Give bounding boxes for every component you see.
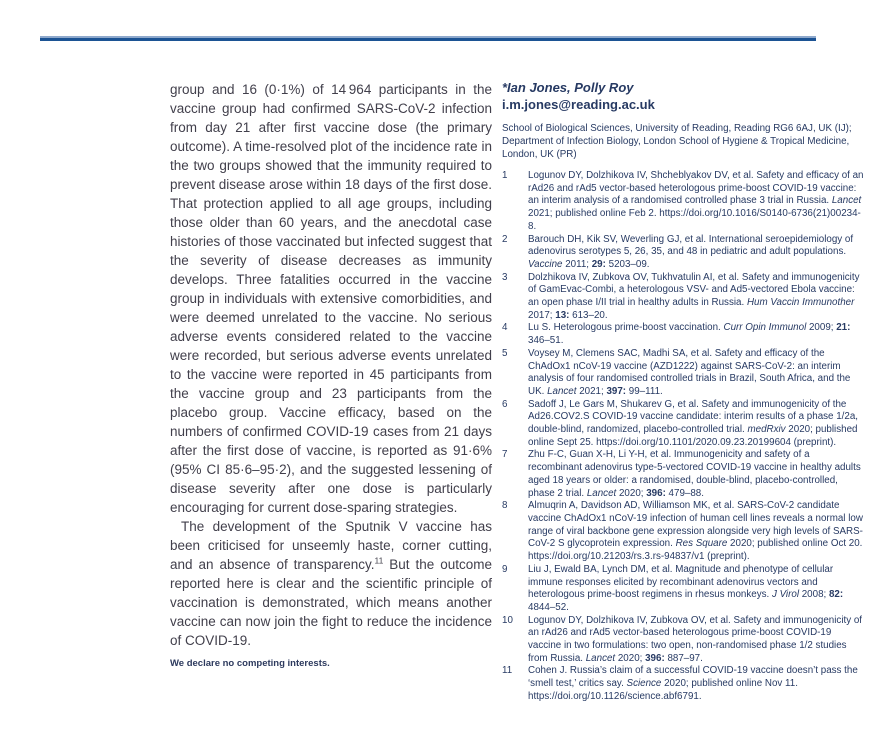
reference-number: 4 (502, 322, 508, 334)
reference-text: Dolzhikova IV, Zubkova OV, Tukhvatulin AI, et al. Safety and immunogenicity of GamEvac-Combi, a heterologous VSV- and Ad5-vectored Ebola vaccine: an open phase I/II trial in healthy adults in Russia. Hum Vaccin Immunother 2017; 13: 613–20. (528, 271, 860, 321)
reference-number: 10 (502, 614, 513, 626)
reference-text: Almuqrin A, Davidson AD, Williamson MK, et al. SARS-CoV-2 candidate vaccine ChAdOx1 nCoV-19 infection of human cell lines reveals a normal low range of viral backbone gene expression alongside very high levels of SARS-CoV-2 S glycoprotein expression. Res Square 2020; published online Oct 20. https://doi.org/10.21203/rs.3.rs-94837/v1 (preprint). (528, 500, 863, 563)
reference-number: 9 (502, 563, 508, 575)
reference-item (502, 234, 864, 272)
reference-item (502, 564, 864, 615)
citation-superscript: 11 (374, 555, 384, 566)
reference-text: Logunov DY, Dolzhikova IV, Shcheblyakov DV, et al. Safety and efficacy of an rAd26 and rAd5 vector-based heterologous prime-boost COVID-19 vaccine: an interim analysis of a randomised controlled phase 3 trial in Russia. Lancet 2021; published online Feb 2. https://doi.org/10.1016/S0140-6736(21)00234-8. (528, 170, 864, 232)
reference-text: Voysey M, Clemens SAC, Madhi SA, et al. Safety and efficacy of the ChAdOx1 nCoV-19 vaccine (AZD1222) against SARS-CoV-2: an interim analysis of four randomised controlled trials in Brazil, South Africa, and the UK. Lancet 2021; 397: 99–111. (528, 347, 851, 397)
author-names: *Ian Jones, Polly Roy (502, 80, 634, 95)
reference-number: 2 (502, 233, 508, 245)
reference-number: 5 (502, 347, 508, 359)
header-rule (40, 36, 816, 41)
reference-text: Liu J, Ewald BA, Lynch DM, et al. Magnitude and phenotype of cellular immune responses elicited by recombinant adenovirus vectors and heterologous prime-boost regimens in rhesus monkeys. J Virol 2008; 82: 4844–52. (528, 563, 844, 613)
article-body-column (170, 80, 492, 669)
reference-text: Cohen J. Russia’s claim of a successful COVID-19 vaccine doesn’t pass the ‘smell test,’ critics say. Science 2020; published online Nov 11. https://doi.org/10.1126/science.abf6791. (528, 665, 858, 702)
article-paragraph: group and 16 (0·1%) of 14 964 participants in the vaccine group had confirmed SARS-CoV-2 infection from day 21 after first vaccine dose (the primary outcome). A time-resolved plot of the incidence rate in the two groups showed that the immunity required to prevent disease arose within 18 days of the first dose. That protection applied to all age groups, including those older than 60 years, and the anecdotal case histories of those vaccinated but infected suggest that the severity of disease decreases as immunity develops. Three fatalities occurred in the vaccine group in individuals with extensive comorbidities, and were deemed unrelated to the vaccine. No serious adverse events considered related to the vaccine were recorded, but serious adverse events unrelated to the vaccine were reported in 45 participants from the vaccine group and 23 participants from the placebo group. Vaccine efficacy, based on the numbers of confirmed COVID-19 cases from 21 days after the first dose of vaccine, is reported as 91·6% (95% CI 85·6–95·2), and the suggested lessening of disease severity after one dose is particularly encouraging for current dose-sparing strategies. (170, 82, 492, 515)
reference-item (502, 272, 864, 323)
correspondence-column (502, 80, 864, 704)
reference-text: Sadoff J, Le Gars M, Shukarev G, et al. Safety and immunogenicity of the Ad26.COV2.S COVID-19 vaccine candidate: interim results of a phase 1/2a, double-blind, randomized, placebo-controlled trial. medRxiv 2020; published online Sept 25. https://doi.org/10.1101/2020.09.23.20199604 (preprint). (528, 398, 858, 448)
reference-item (502, 170, 864, 234)
competing-interests-statement: We declare no competing interests. (170, 658, 330, 669)
reference-item (502, 399, 864, 450)
reference-text: Logunov DY, Dolzhikova IV, Zubkova OV, et al. Safety and immunogenicity of an rAd26 and rAd5 vector-based heterologous prime-boost COVID-19 vaccine in two formulations: two open, non-randomised phase 1/2 studies from Russia. Lancet 2020; 396: 887–97. (528, 614, 863, 664)
reference-item (502, 500, 864, 564)
reference-item (502, 322, 864, 347)
reference-text: Barouch DH, Kik SV, Weverling GJ, et al. International seroepidemiology of adenovirus serotypes 5, 26, 35, and 48 in pediatric and adult populations. Vaccine 2011; 29: 5203–09. (528, 233, 854, 270)
reference-list (502, 170, 864, 704)
article-paragraphs (170, 80, 492, 650)
reference-text: Lu S. Heterologous prime-boost vaccination. Curr Opin Immunol 2009; 21: 346–51. (528, 322, 851, 347)
reference-number: 6 (502, 398, 508, 410)
author-affiliations: School of Biological Sciences, University of Reading, Reading RG6 6AJ, UK (IJ); Department of Infection Biology, London School of Hygiene & Tropical Medicine, London, UK (PR) (502, 123, 852, 160)
reference-number: 1 (502, 170, 508, 181)
reference-text: Zhu F-C, Guan X-H, Li Y-H, et al. Immunogenicity and safety of a recombinant adenovirus type-5-vectored COVID-19 vaccine in healthy adults aged 18 years or older: a randomised, double-blind, placebo-controlled, phase 2 trial. Lancet 2020; 396: 479–88. (528, 449, 861, 499)
reference-item (502, 449, 864, 500)
reference-item (502, 665, 864, 703)
reference-number: 3 (502, 271, 508, 283)
article-paragraph: The development of the Sputnik V vaccine has been criticised for unseemly haste, corner cutting, and an absence of transparency.$^{11}$ But the outcome reported here is clear and the scientific principle of vaccination is demonstrated, which means another vaccine can now join the fight to reduce the incidence of COVID-19. (170, 519, 493, 648)
reference-number: 8 (502, 500, 508, 512)
reference-item (502, 348, 864, 399)
reference-number: 7 (502, 449, 508, 461)
author-email-link[interactable]: i.m.jones@reading.ac.uk (502, 97, 655, 112)
reference-number: 11 (502, 665, 513, 677)
reference-item (502, 615, 864, 666)
